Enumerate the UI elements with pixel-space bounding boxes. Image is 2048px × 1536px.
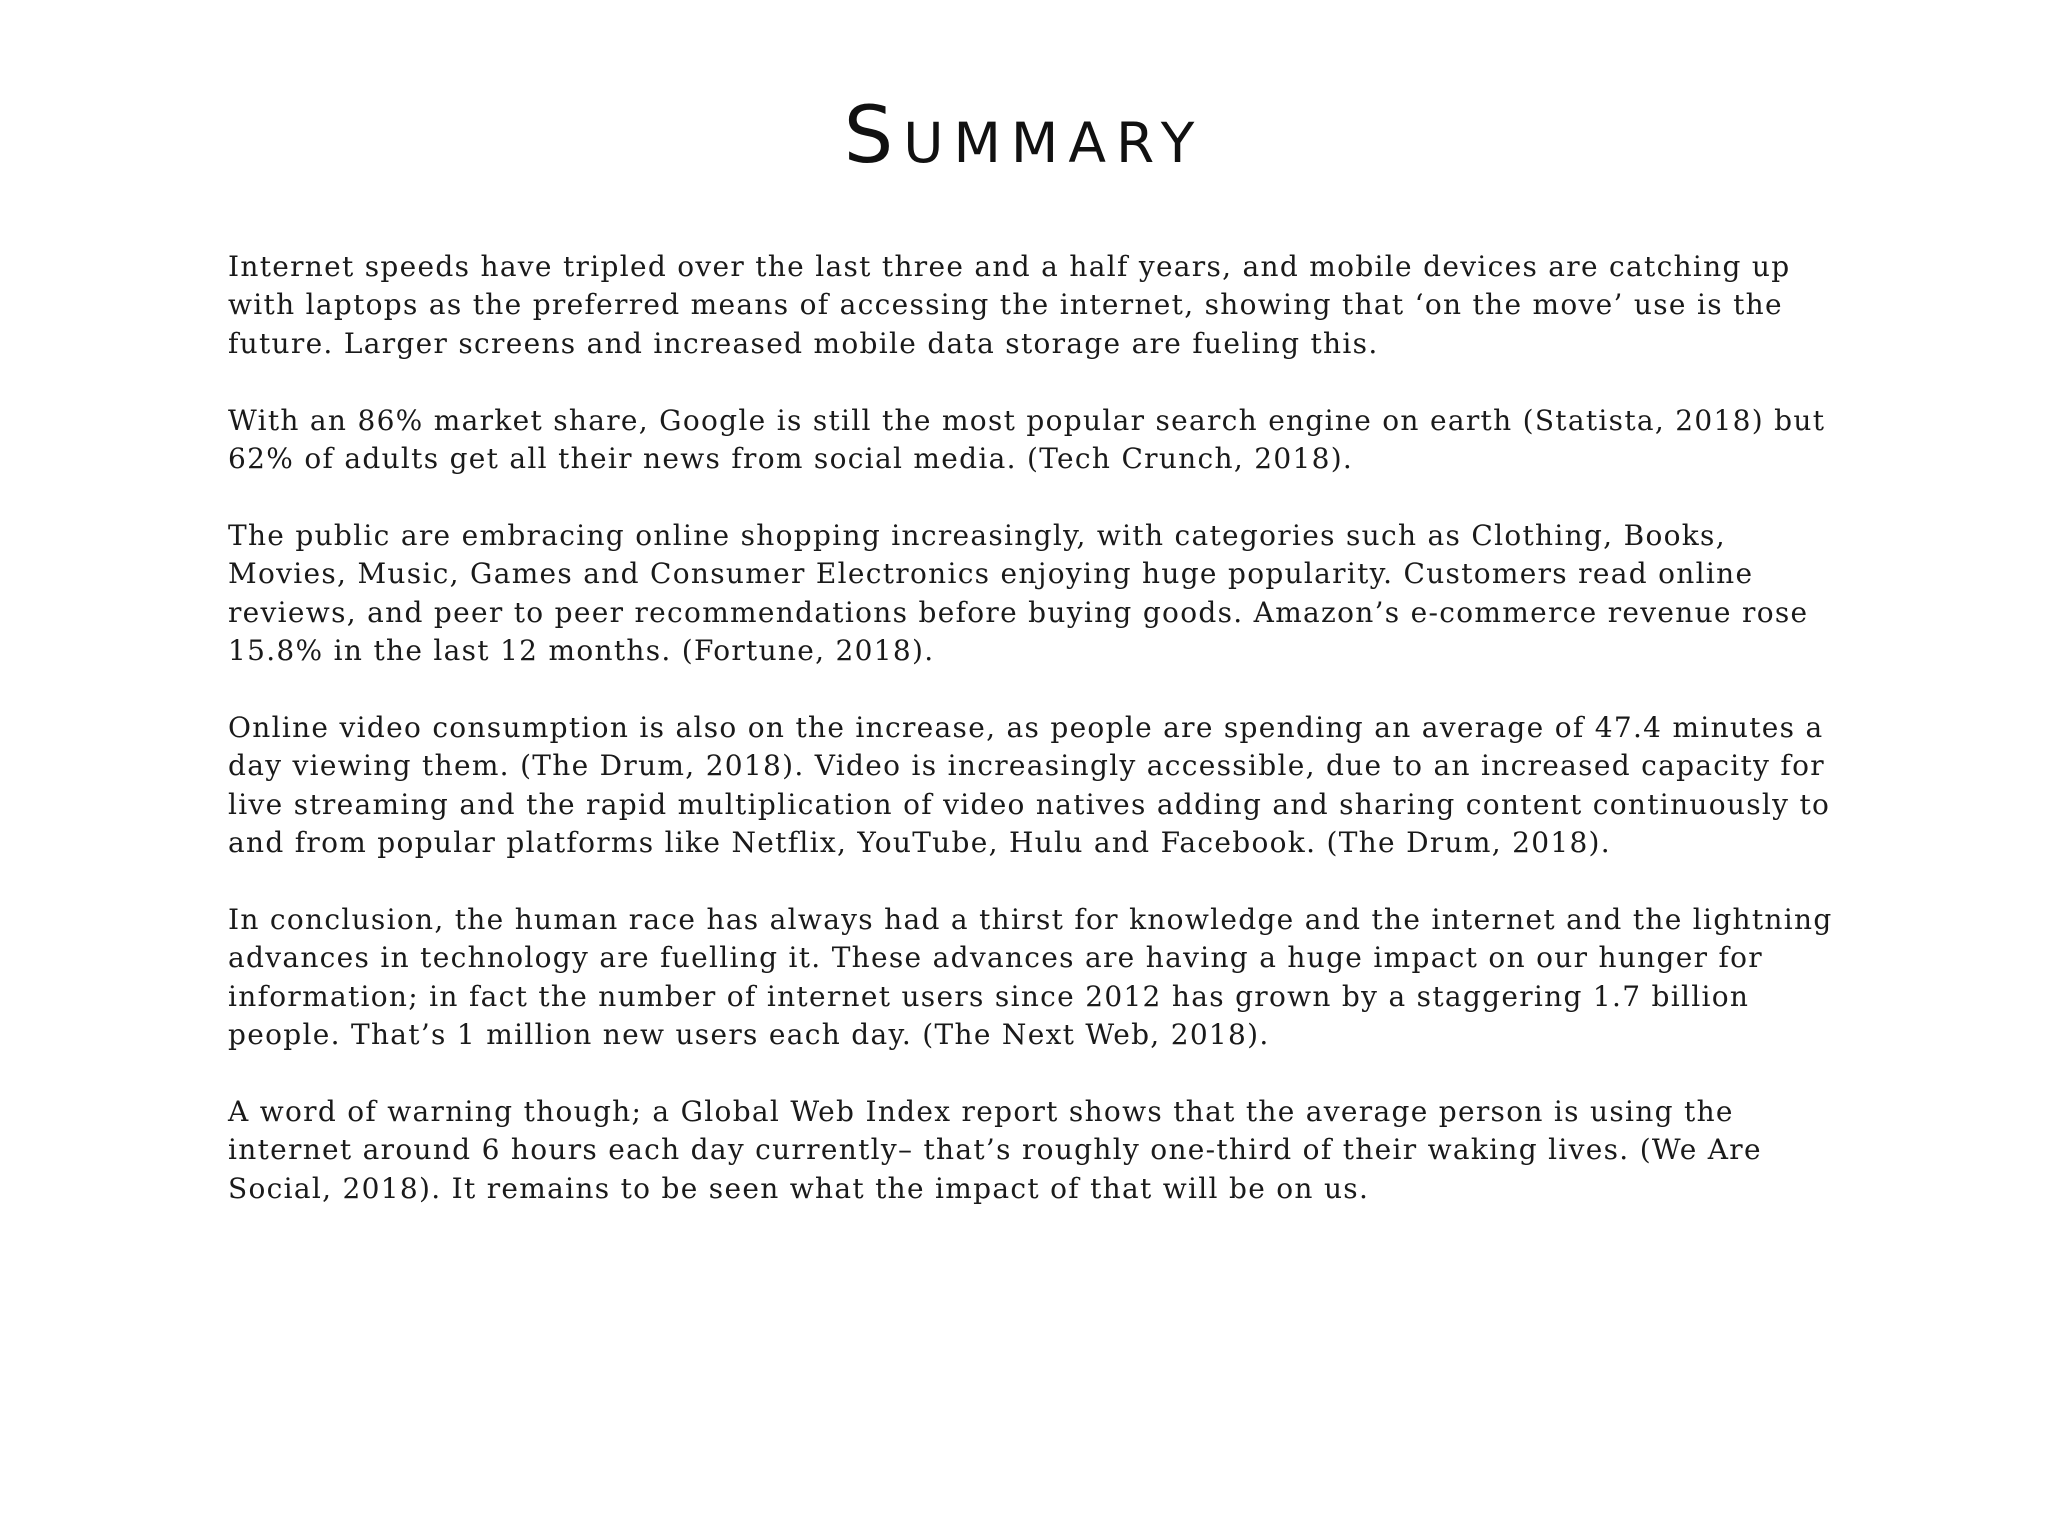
summary-body [228,248,1840,1246]
paragraph-warning: A word of warning though; a Global Web Index report shows that the average person is using the internet around 6 hours each day currently– that’s roughly one-third of their waking lives. (We Are Social, 2018). It remains to be seen what the impact of that will be on us. [228,1094,1762,1205]
paragraph-conclusion: In conclusion, the human race has always had a thirst for knowledge and the internet and the lightning advances in technology are fuelling it. These advances are having a huge impact on our hunger for information; in fact the number of internet users since 2012 has grown by a staggering 1.7 billion people. That’s 1 million new users each day. (The Next Web, 2018). [228,902,1833,1052]
paragraph-search-engines: With an 86% market share, Google is still the most popular search engine on earth (Statista, 2018) but 62% of adults get all their news from social media. (Tech Crunch, 2018). [228,403,1826,476]
slide-title: Summary [843,91,1205,181]
paragraph-internet-speeds: Internet speeds have tripled over the last three and a half years, and mobile devices are catching up with laptops as the preferred means of accessing the internet, showing that ‘on the move’ use is the future. Larger screens and increased mobile data storage are fueling this. [228,250,1791,360]
paragraph-online-video: Online video consumption is also on the increase, as people are spending an average of 47.4 minutes a day viewing them. (The Drum, 2018). Video is increasingly accessible, due to an increased capacity for live streaming and the rapid multiplication of video natives adding and sharing content continuously to and from popular platforms like Netflix, YouTube, Hulu and Facebook. (The Drum, 2018). [228,710,1831,860]
paragraph-online-shopping: The public are embracing online shopping increasingly, with categories such as Clothing, Books, Movies, Music, Games and Consumer Electronics enjoying huge popularity. Customers read online reviews, and peer to peer recommendations before buying goods. Amazon’s e-commerce revenue rose 15.8% in the last 12 months. (Fortune, 2018). [228,518,1809,668]
